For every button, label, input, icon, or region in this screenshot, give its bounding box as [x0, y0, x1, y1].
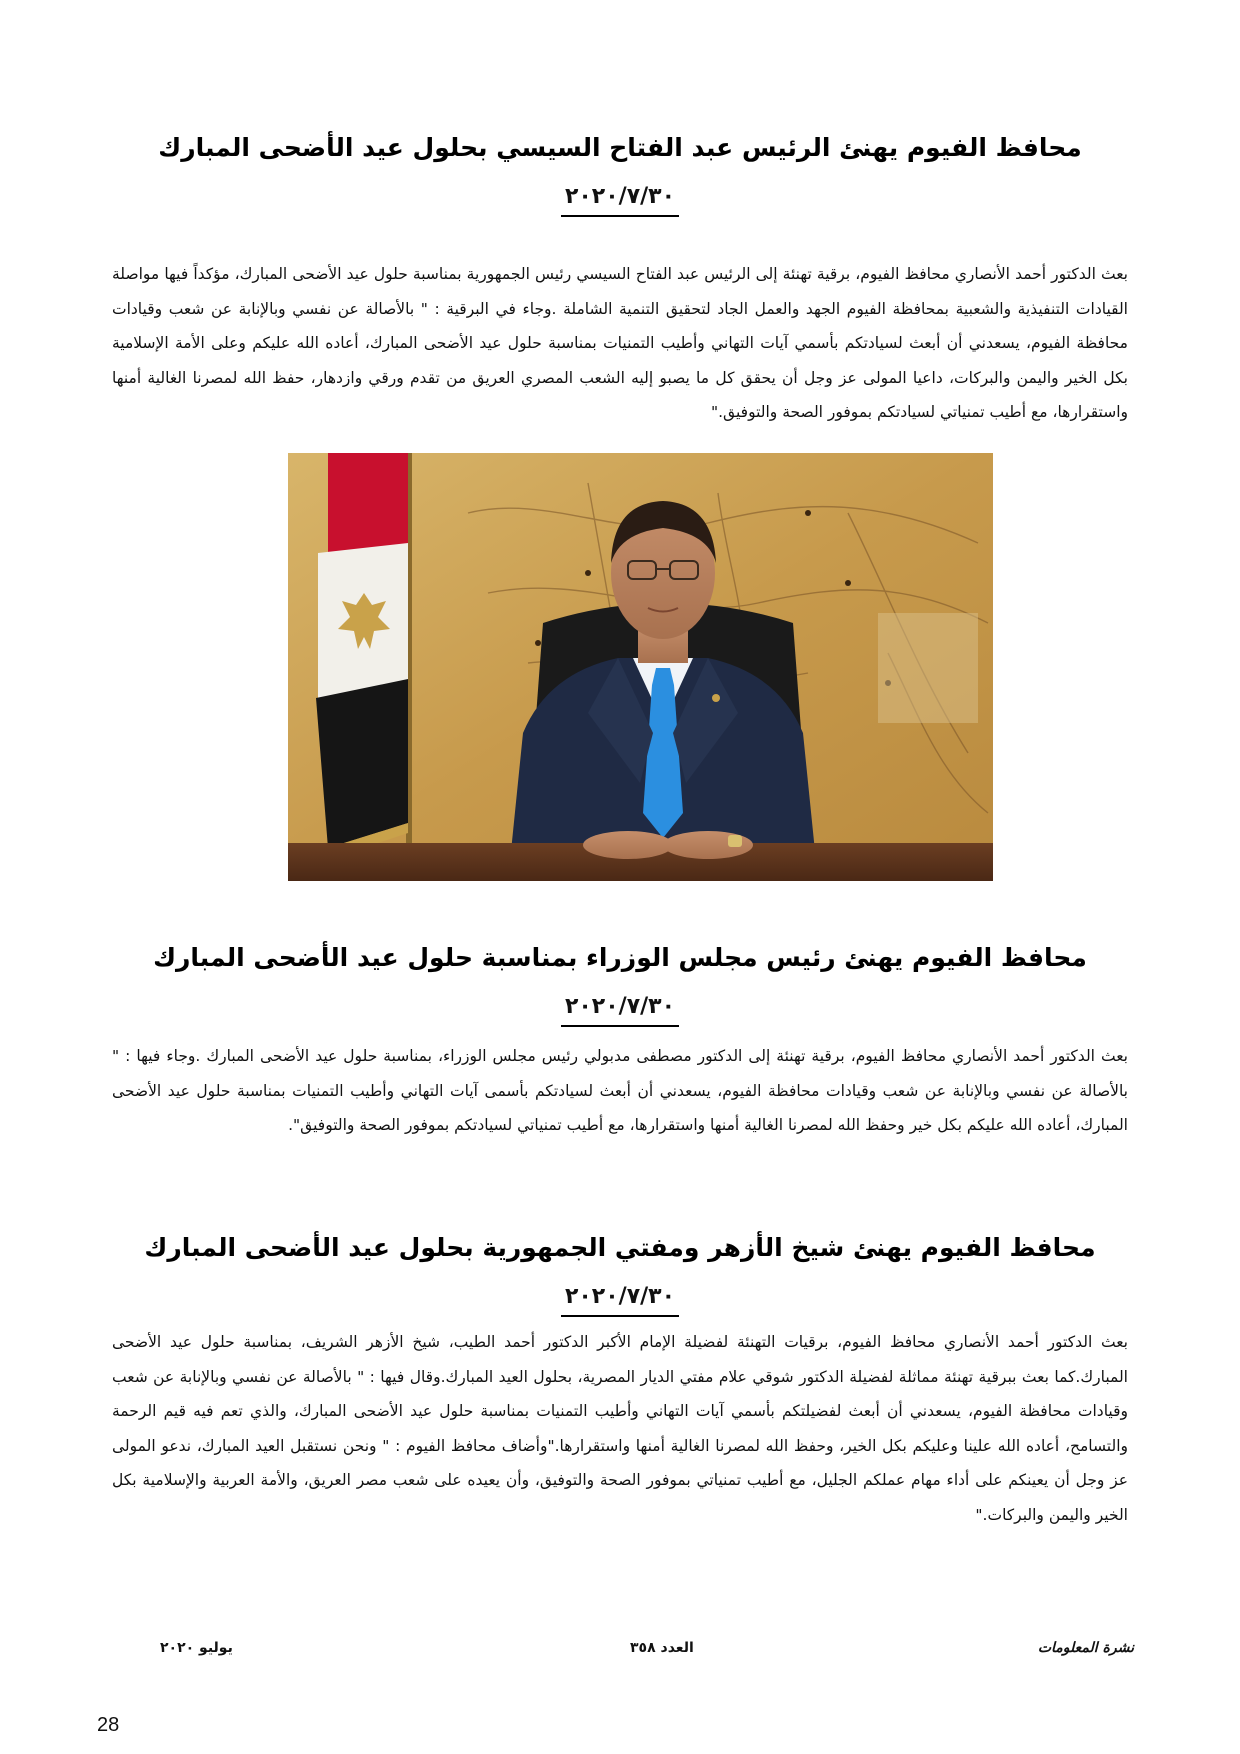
article-azhar-mufti-greeting — [112, 1228, 1128, 1532]
page-footer — [0, 1640, 1240, 1670]
article-headline: محافظ الفيوم يهنئ رئيس مجلس الوزراء بمناسبة حلول عيد الأضحى المبارك — [153, 943, 1087, 972]
issue-number: العدد ٣٥٨ — [630, 1640, 694, 1656]
article-body: بعث الدكتور أحمد الأنصاري محافظ الفيوم، برقيات التهنئة لفضيلة الإمام الأكبر الدكتور أحمد الطيب، شيخ الأزهر الشريف، بمناسبة حلول عيد الأضحى المبارك.كما بعث ببرقية تهنئة مماثلة لفضيلة الدكتور شوقي علام مفتي الديار المصرية، بحلول العيد المبارك.وقال فيها : " بالأصالة عن نفسي وبالإنابة عن شعب وقيادات محافظة الفيوم، يسعدني أن أبعث لفضيلتكم بأسمي آيات التهاني وأطيب التمنيات بمناسبة حلول عيد الأضحى المبارك، والذي تعم فيه قيم الرحمة والتسامح، أعاده الله علينا وعليكم بكل الخير، وحفظ الله لمصرنا الغالية أمنها واستقرارها."وأضاف محافظ الفيوم : " ونحن نستقبل العيد المبارك، ندعو المولى عز وجل أن يعينكم على أداء مهام عملكم الجليل، مع أطيب تمنياتي بموفور الصحة والتوفيق، وأن يعيده على شعب مصر العريق، والأمة العربية والإسلامية بكل الخير واليمن والبركات." — [112, 1333, 1128, 1524]
issue-month: يوليو ٢٠٢٠ — [160, 1640, 233, 1656]
article-headline: محافظ الفيوم يهنئ شيخ الأزهر ومفتي الجمهورية بحلول عيد الأضحى المبارك — [144, 1233, 1096, 1262]
page-number: 28 — [97, 1714, 120, 1736]
article-date: ٢٠٢٠/٧/٣٠ — [561, 182, 679, 217]
article-headline: محافظ الفيوم يهنئ الرئيس عبد الفتاح السيسي بحلول عيد الأضحى المبارك — [158, 133, 1082, 162]
governor-portrait-photo — [288, 453, 993, 881]
article-date: ٢٠٢٠/٧/٣٠ — [561, 1282, 679, 1317]
article-body: بعث الدكتور أحمد الأنصاري محافظ الفيوم، برقية تهنئة إلى الدكتور مصطفى مدبولي رئيس مجلس الوزراء، بمناسبة حلول عيد الأضحى المبارك .وجاء فيها : " بالأصالة عن نفسي وبالإنابة عن شعب وقيادات محافظة الفيوم، يسعدني أن أبعث لسيادتكم بأسمى آيات التهاني وأطيب التمنيات بمناسبة حلول عيد الأضحى المبارك، أعاده الله عليكم بكل خير وحفظ الله لمصرنا الغالية أمنها واستقرارها، مع أطيب تمنياتي لسيادتكم بموفور الصحة والتوفيق". — [112, 1047, 1128, 1134]
article-date: ٢٠٢٠/٧/٣٠ — [561, 992, 679, 1027]
publication-name: نشرة المعلومات — [1037, 1640, 1134, 1656]
article-prime-minister-greeting — [112, 938, 1128, 1143]
article-president-greeting — [112, 128, 1128, 430]
article-body: بعث الدكتور أحمد الأنصاري محافظ الفيوم، برقية تهنئة إلى الرئيس عبد الفتاح السيسي رئيس الجمهورية بمناسبة حلول عيد الأضحى المبارك، مؤكداً فيها مواصلة القيادات التنفيذية والشعبية بمحافظة الفيوم الجهد والعمل الجاد لتحقيق التنمية الشاملة .وجاء في البرقية : " بالأصالة عن نفسي وبالإنابة عن شعب وقيادات محافظة الفيوم، يسعدني أن أبعث لسيادتكم بأسمي آيات التهاني وأطيب التمنيات بمناسبة حلول عيد الأضحى المبارك، أعاده الله عليكم وعلى الأمة الإسلامية بكل الخير واليمن والبركات، داعيا المولى عز وجل أن يحقق كل ما يصبو إليه الشعب المصري العريق من تقدم ورقي وازدهار، حفظ الله لمصرنا الغالية أمنها واستقرارها، مع أطيب تمنياتي لسيادتكم بموفور الصحة والتوفيق." — [112, 265, 1128, 421]
